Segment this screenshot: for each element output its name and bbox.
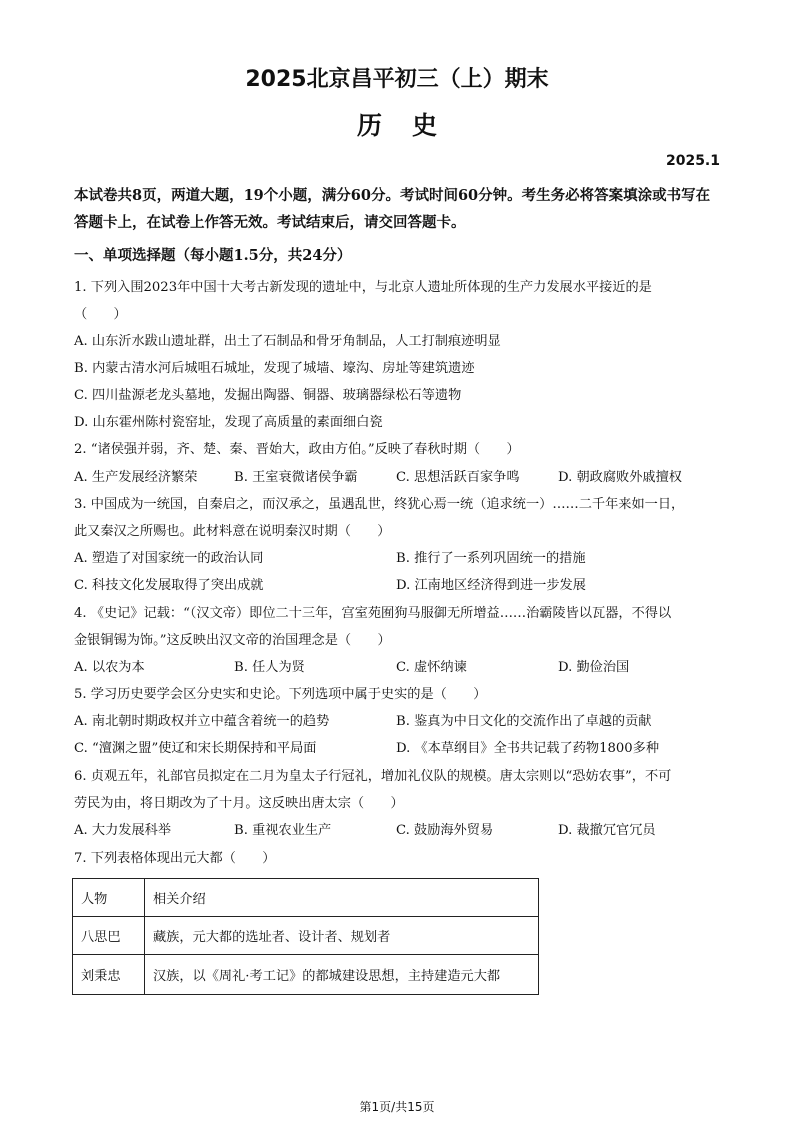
section-heading: 一、单项选择题（每小题1.5分，共24分） <box>74 247 352 264</box>
q1-option-d: D. 山东霍州陈村瓷窑址，发现了高质量的素面细白瓷 <box>74 415 383 430</box>
q7-table <box>72 878 539 995</box>
q1-option-c: C. 四川盐源老龙头墓地，发掘出陶器、铜器、玻璃器绿松石等遗物 <box>74 388 462 403</box>
q4-option-d: D. 勤俭治国 <box>558 660 630 675</box>
table-cell: 刘秉忠 <box>73 955 145 995</box>
subject-title: 历史 <box>356 111 467 140</box>
q6-option-c: C. 鼓励海外贸易 <box>396 823 494 838</box>
q3-option-b: B. 推行了一系列巩固统一的措施 <box>396 551 586 566</box>
q1-option-b: B. 内蒙古清水河后城咀石城址，发现了城墙、壕沟、房址等建筑遗迹 <box>74 361 475 376</box>
q3-stem-line1: 3. 中国成为一统国，自秦启之，而汉承之，虽遇乱世，终犹心焉一统（追求统一）……二千年来如一日， <box>74 497 685 512</box>
q1-option-a: A. 山东沂水跋山遗址群，出土了石制品和骨牙角制品，人工打制痕迹明显 <box>74 334 501 349</box>
q5-option-a: A. 南北朝时期政权并立中蕴含着统一的趋势 <box>74 714 330 729</box>
table-cell: 八思巴 <box>73 917 145 955</box>
q2-option-d: D. 朝政腐败外戚擅权 <box>558 470 682 485</box>
exam-date: 2025.1 <box>665 153 720 169</box>
q2-option-a: A. 生产发展经济繁荣 <box>74 470 198 485</box>
q6-option-b: B. 重视农业生产 <box>234 823 332 838</box>
q4-option-c: C. 虚怀纳谏 <box>396 660 467 675</box>
q3-option-d: D. 江南地区经济得到进一步发展 <box>396 578 586 593</box>
page-number: 第1页/共15页 <box>359 1100 435 1114</box>
table-row <box>73 955 539 995</box>
q3-stem-line2: 此又秦汉之所赐也。此材料意在说明秦汉时期（ ） <box>74 524 391 539</box>
q5-option-b: B. 鉴真为中日文化的交流作出了卓越的贡献 <box>396 714 652 729</box>
q2-option-b: B. 王室衰微诸侯争霸 <box>234 470 358 485</box>
q6-option-a: A. 大力发展科举 <box>74 823 172 838</box>
table-header-cell: 人物 <box>73 879 145 917</box>
exam-notice: 本试卷共8页，两道大题，19个小题，满分60分。考试时间60分钟。考生务必将答案填涂或书写在答题卡上，在试卷上作答无效。考试结束后，请交回答题卡。 <box>74 187 711 231</box>
q5-option-c: C. “澶渊之盟”使辽和宋长期保持和平局面 <box>74 741 317 756</box>
q7-stem: 7. 下列表格体现出元大都（ ） <box>74 851 276 866</box>
table-row <box>73 879 539 917</box>
table-row <box>73 917 539 955</box>
q6-option-d: D. 裁撤冗官冗员 <box>558 823 656 838</box>
table-header-cell: 相关介绍 <box>145 879 539 917</box>
q4-option-b: B. 任人为贤 <box>234 660 305 675</box>
q4-stem-line2: 金银铜锡为饰。”这反映出汉文帝的治国理念是（ ） <box>74 633 391 648</box>
q5-stem: 5. 学习历史要学会区分史实和史论。下列选项中属于史实的是（ ） <box>74 687 487 702</box>
q2-option-c: C. 思想活跃百家争鸣 <box>396 470 520 485</box>
q6-stem-line1: 6. 贞观五年，礼部官员拟定在二月为皇太子行冠礼，增加礼仪队的规模。唐太宗则以“恐妨农事”，不可 <box>74 769 672 784</box>
q5-option-d: D. 《本草纲目》全书共记载了药物1800多种 <box>396 741 660 756</box>
table-cell: 藏族，元大都的选址者、设计者、规划者 <box>145 917 539 955</box>
exam-title: 2025北京昌平初三（上）期末 <box>245 67 549 92</box>
table-cell: 汉族，以《周礼·考工记》的都城建设思想，主持建造元大都 <box>145 955 539 995</box>
q6-stem-line2: 劳民为由，将日期改为了十月。这反映出唐太宗（ ） <box>74 796 404 811</box>
q3-option-c: C. 科技文化发展取得了突出成就 <box>74 578 264 593</box>
q4-option-a: A. 以农为本 <box>74 660 145 675</box>
q1-stem-line1: 1. 下列入围2023年中国十大考古新发现的遗址中，与北京人遗址所体现的生产力发展水平接近的是 <box>74 280 652 295</box>
q4-stem-line1: 4. 《史记》记载：“（汉文帝）即位二十三年，宫室苑囿狗马服御无所增益……治霸陵皆以瓦器，不得以 <box>74 606 672 621</box>
q3-option-a: A. 塑造了对国家统一的政治认同 <box>74 551 264 566</box>
q2-stem: 2. “诸侯强并弱，齐、楚、秦、晋始大，政由方伯。”反映了春秋时期（ ） <box>74 442 520 457</box>
q1-stem-line2: （ ） <box>74 307 127 322</box>
